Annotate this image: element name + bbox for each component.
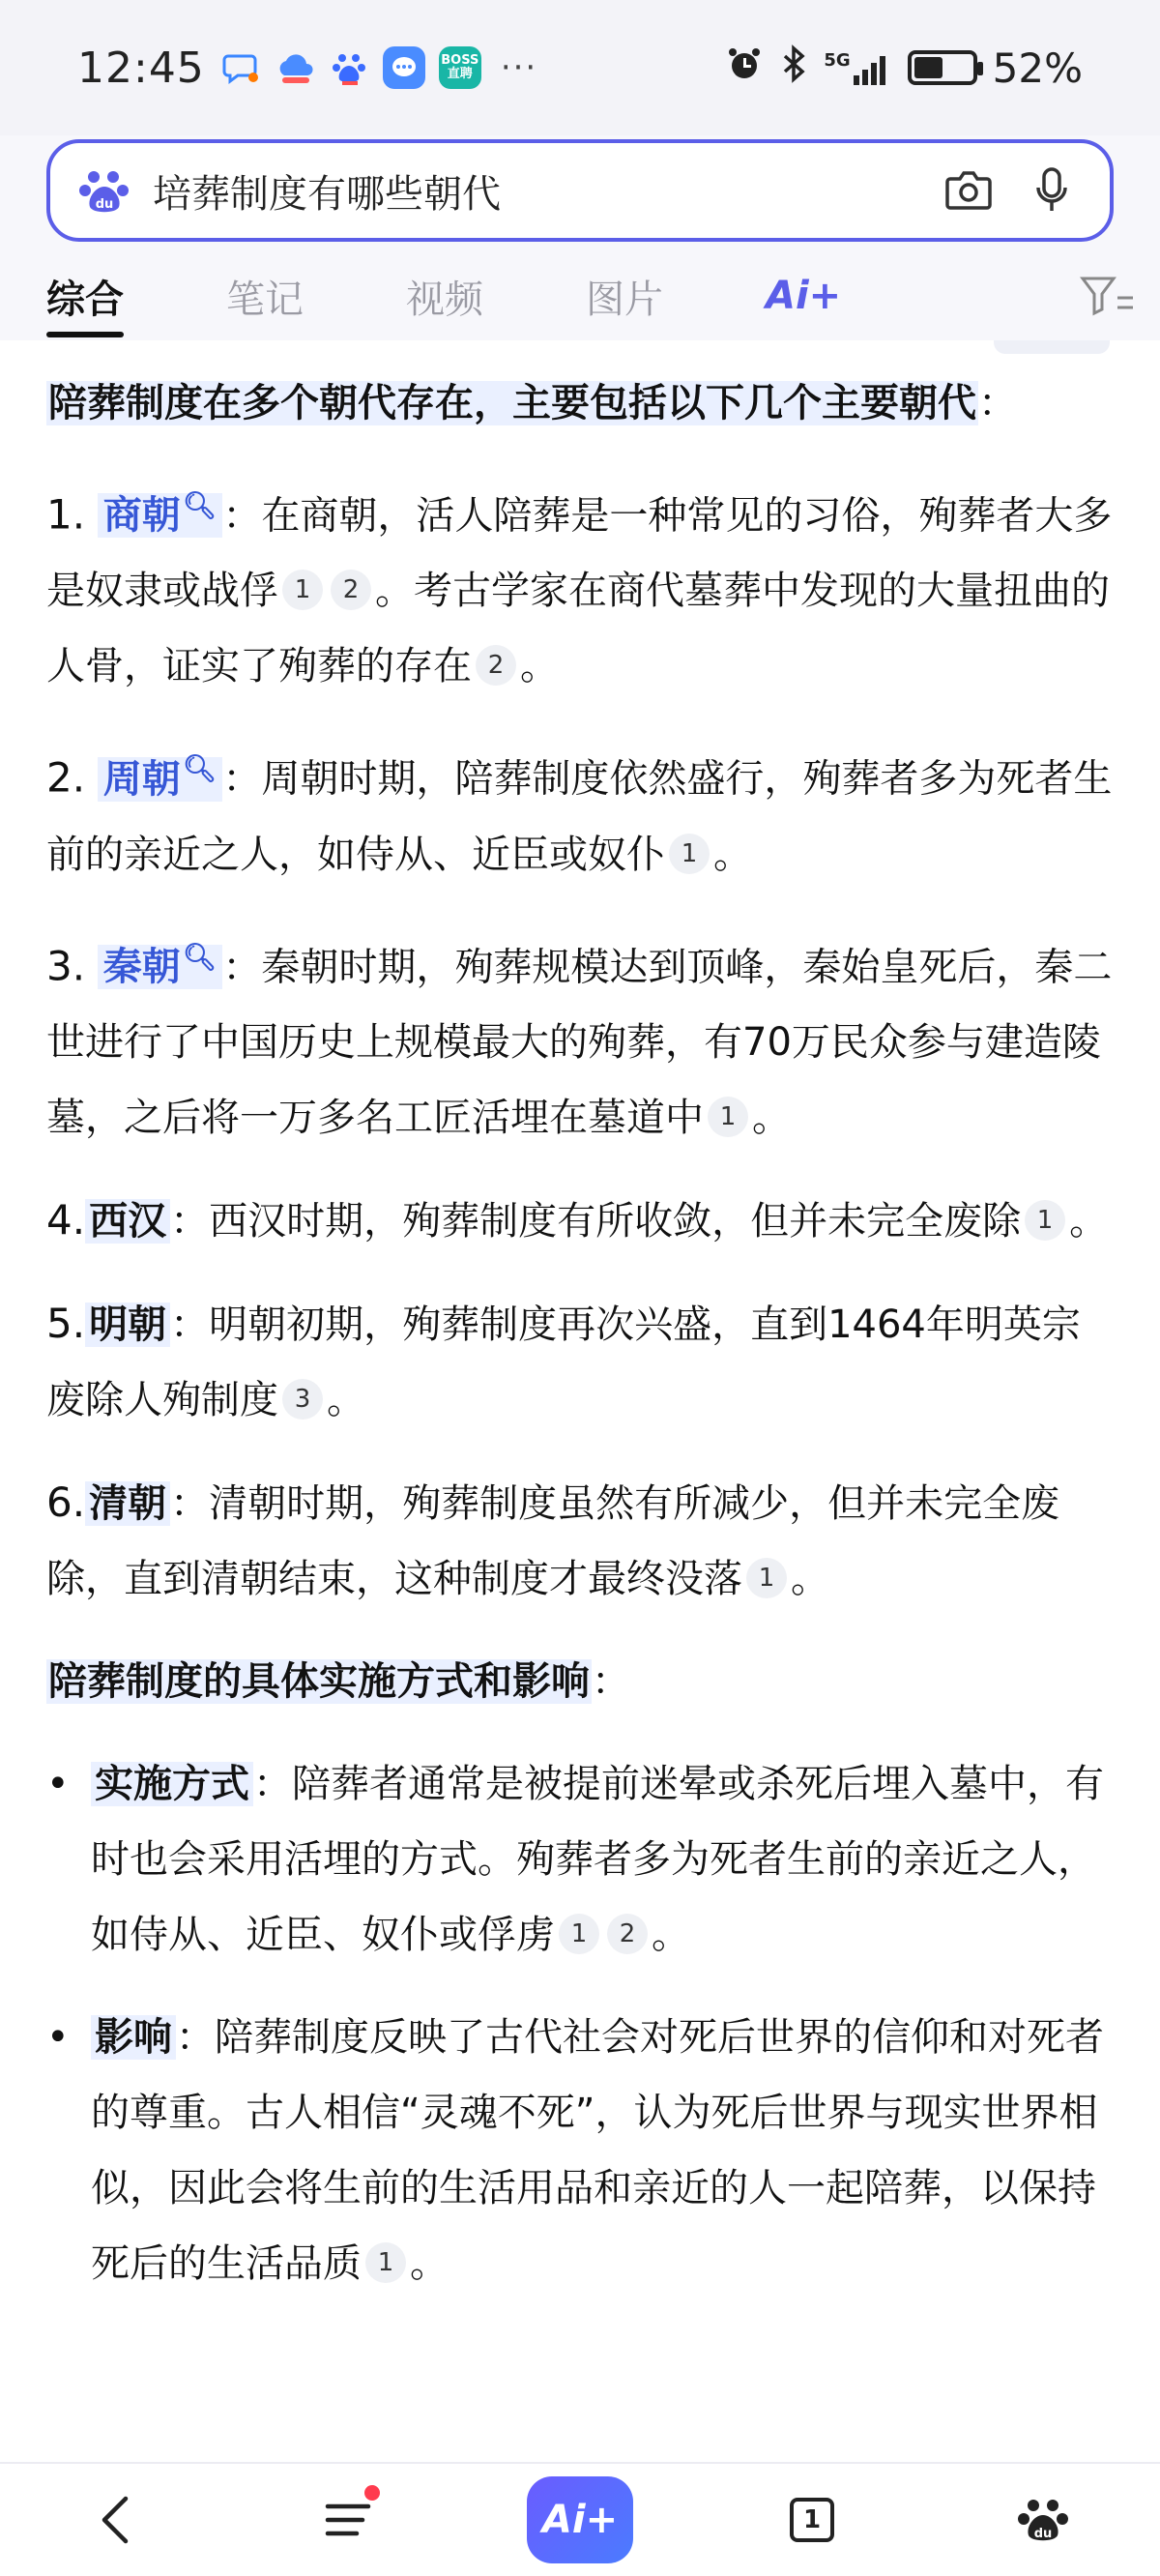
dynasty-text: 。 xyxy=(752,1095,791,1140)
bullet-dot: • xyxy=(46,2014,70,2060)
dynasty-text: 。 xyxy=(791,1556,829,1601)
baidu-home-button[interactable] xyxy=(991,2472,1097,2568)
search-input[interactable]: 培葬制度有哪些朝代 xyxy=(153,171,501,217)
intro-text: 陪葬制度在多个朝代存在，主要包括以下几个主要朝代 xyxy=(48,381,976,425)
bullet-item xyxy=(46,1746,1114,1973)
ai-label: Ai+ xyxy=(527,2476,633,2563)
search-magnifier-icon: 🔍︎ xyxy=(182,752,218,785)
bullet-term: 实施方式 xyxy=(91,1762,253,1806)
dynasty-text: 。 xyxy=(520,644,559,689)
bullet-body xyxy=(91,2000,1114,2301)
dynasty-text: ：西汉时期，殉葬制度有所收敛，但并未完全废除 xyxy=(170,1198,1022,1244)
baidu-paw-icon xyxy=(331,46,369,89)
citation-badge[interactable]: 1 xyxy=(669,834,710,874)
camera-icon[interactable] xyxy=(938,160,1000,221)
message-app-icon xyxy=(383,46,425,89)
section-title: 陪葬制度的具体实施方式和影响 xyxy=(48,1658,590,1704)
search-tabs xyxy=(0,255,1160,337)
item-number: 5. xyxy=(46,1299,86,1347)
citation-badge[interactable]: 2 xyxy=(331,570,371,610)
cloud-app-icon xyxy=(275,46,317,89)
baidu-logo-icon xyxy=(77,163,131,218)
tab-videos[interactable]: 视频 xyxy=(406,277,483,322)
network-type-label: 5G xyxy=(824,50,851,71)
citation-badge[interactable]: 2 xyxy=(476,645,516,686)
baidu-paw-icon xyxy=(1017,2493,1071,2547)
dynasty-term: 明朝 xyxy=(85,1303,170,1347)
citation-badge[interactable]: 3 xyxy=(282,1379,323,1420)
dynasty-term: 周朝 xyxy=(102,756,181,802)
dynasty-text: 。 xyxy=(713,832,752,877)
dynasty-item xyxy=(46,1465,1114,1617)
dynasty-term: 西汉 xyxy=(85,1199,170,1244)
citation-badge[interactable]: 2 xyxy=(607,1914,648,1954)
tab-ai[interactable]: Ai+ xyxy=(766,274,842,318)
chat-bubble-icon xyxy=(222,46,261,89)
bullet-text: 。 xyxy=(410,2240,449,2286)
microphone-icon[interactable] xyxy=(1021,160,1083,221)
bullet-body xyxy=(91,1746,1114,1973)
item-number: 4. xyxy=(46,1195,86,1244)
menu-button[interactable] xyxy=(295,2472,401,2568)
section-colon: ： xyxy=(592,1658,630,1704)
signal-icon xyxy=(824,50,891,85)
dynasty-link-shang[interactable] xyxy=(98,489,223,539)
dynasty-text: ：周朝时期，陪葬制度依然盛行，殉葬者多为死者生前的亲近之人，如侍从、近臣或奴仆 xyxy=(46,756,1113,877)
bullet-text: ：陪葬制度反映了古代社会对死后世界的信仰和对死者的尊重。古人相信“灵魂不死”，认为死后世界与现实世界相似，因此会将生前的生活用品和亲近的人一起陪葬，以保持死后的生活品质 xyxy=(91,2014,1104,2286)
svg-text:du: du xyxy=(95,197,114,212)
item-number: 3. xyxy=(46,941,86,989)
bottom-navigation xyxy=(0,2462,1160,2576)
intro-colon: ： xyxy=(978,381,1017,425)
dynasty-item xyxy=(46,1286,1114,1438)
item-number: 6. xyxy=(46,1478,86,1526)
dynasty-text: ：明朝初期，殉葬制度再次兴盛，直到1464年明英宗废除人殉制度 xyxy=(46,1302,1081,1422)
dynasty-text: 。 xyxy=(1069,1198,1109,1244)
dynasty-item xyxy=(46,731,1114,892)
citation-badge[interactable]: 1 xyxy=(365,2242,406,2283)
bullet-text: 。 xyxy=(652,1912,690,1957)
search-magnifier-icon: 🔍︎ xyxy=(182,489,218,521)
dynasty-item xyxy=(46,1183,1114,1259)
battery-percent: 52% xyxy=(992,44,1083,92)
dynasty-term: 秦朝 xyxy=(102,944,181,989)
boss-app-icon: BOSS 直聘 xyxy=(439,46,481,89)
dynasty-text: ：秦朝时期，殉葬规模达到顶峰，秦始皇死后，秦二世进行了中国历史上规模最大的殉葬，有70万民众参与建造陵墓，之后将一万多名工匠活埋在墓道中 xyxy=(46,944,1113,1140)
bullet-item xyxy=(46,2000,1114,2301)
battery-icon xyxy=(908,50,977,85)
bullet-text: ：陪葬者通常是被提前迷晕或杀死后埋入墓中，有时也会采用活埋的方式。殉葬者多为死者生前的亲近之人，如侍从、近臣、奴仆或俘虏 xyxy=(91,1761,1104,1957)
dynasty-item xyxy=(46,468,1114,704)
dynasty-item xyxy=(46,920,1114,1156)
status-time: 12:45 xyxy=(77,43,205,93)
tab-count: 1 xyxy=(790,2498,834,2542)
more-notifications-icon: ··· xyxy=(500,48,538,87)
status-right xyxy=(725,44,1083,92)
ai-assistant-button[interactable] xyxy=(527,2472,633,2568)
bullet-dot: • xyxy=(46,1761,70,1806)
search-bar[interactable] xyxy=(46,139,1114,242)
citation-badge[interactable]: 1 xyxy=(1025,1200,1065,1241)
dynasty-link-qin[interactable] xyxy=(98,940,223,989)
answer-intro xyxy=(46,366,1114,441)
section-heading xyxy=(46,1644,1114,1719)
notification-dot xyxy=(364,2485,380,2501)
dynasty-text: ：清朝时期，殉葬制度虽然有所减少，但并未完全废除，直到清朝结束，这种制度才最终没落 xyxy=(46,1480,1060,1601)
tabs-button[interactable] xyxy=(759,2472,865,2568)
dynasty-term: 清朝 xyxy=(85,1481,170,1526)
item-number: 1. xyxy=(46,490,86,539)
dynasty-text: ：在商朝，活人陪葬是一种常见的习俗，殉葬者大多是奴隶或战俘 xyxy=(46,493,1113,614)
dynasty-text: 。考古学家在商代墓葬中发现的大量扭曲的人骨，证实了殉葬的存在 xyxy=(46,569,1110,689)
search-magnifier-icon: 🔍︎ xyxy=(182,940,218,973)
bluetooth-icon xyxy=(779,44,808,92)
tab-images[interactable]: 图片 xyxy=(586,277,663,322)
tab-comprehensive[interactable]: 综合 xyxy=(46,269,124,324)
dynasty-link-zhou[interactable] xyxy=(98,752,223,802)
svg-text:du: du xyxy=(1033,2527,1053,2541)
item-number: 2. xyxy=(46,753,86,802)
citation-badge[interactable]: 1 xyxy=(559,1914,599,1954)
tab-notes[interactable]: 笔记 xyxy=(226,277,304,322)
back-button[interactable] xyxy=(63,2472,169,2568)
dynasty-text: 。 xyxy=(327,1377,365,1422)
ai-answer-content xyxy=(0,340,1160,2462)
status-bar xyxy=(0,0,1160,135)
filter-icon[interactable] xyxy=(1079,273,1137,319)
citation-badge[interactable]: 1 xyxy=(708,1097,748,1137)
dynasty-term: 商朝 xyxy=(102,493,181,539)
bullet-term: 影响 xyxy=(91,2015,176,2060)
alarm-icon xyxy=(725,44,764,92)
citation-badge[interactable]: 1 xyxy=(282,570,323,610)
notification-icons xyxy=(222,46,537,89)
citation-badge[interactable]: 1 xyxy=(746,1558,787,1598)
